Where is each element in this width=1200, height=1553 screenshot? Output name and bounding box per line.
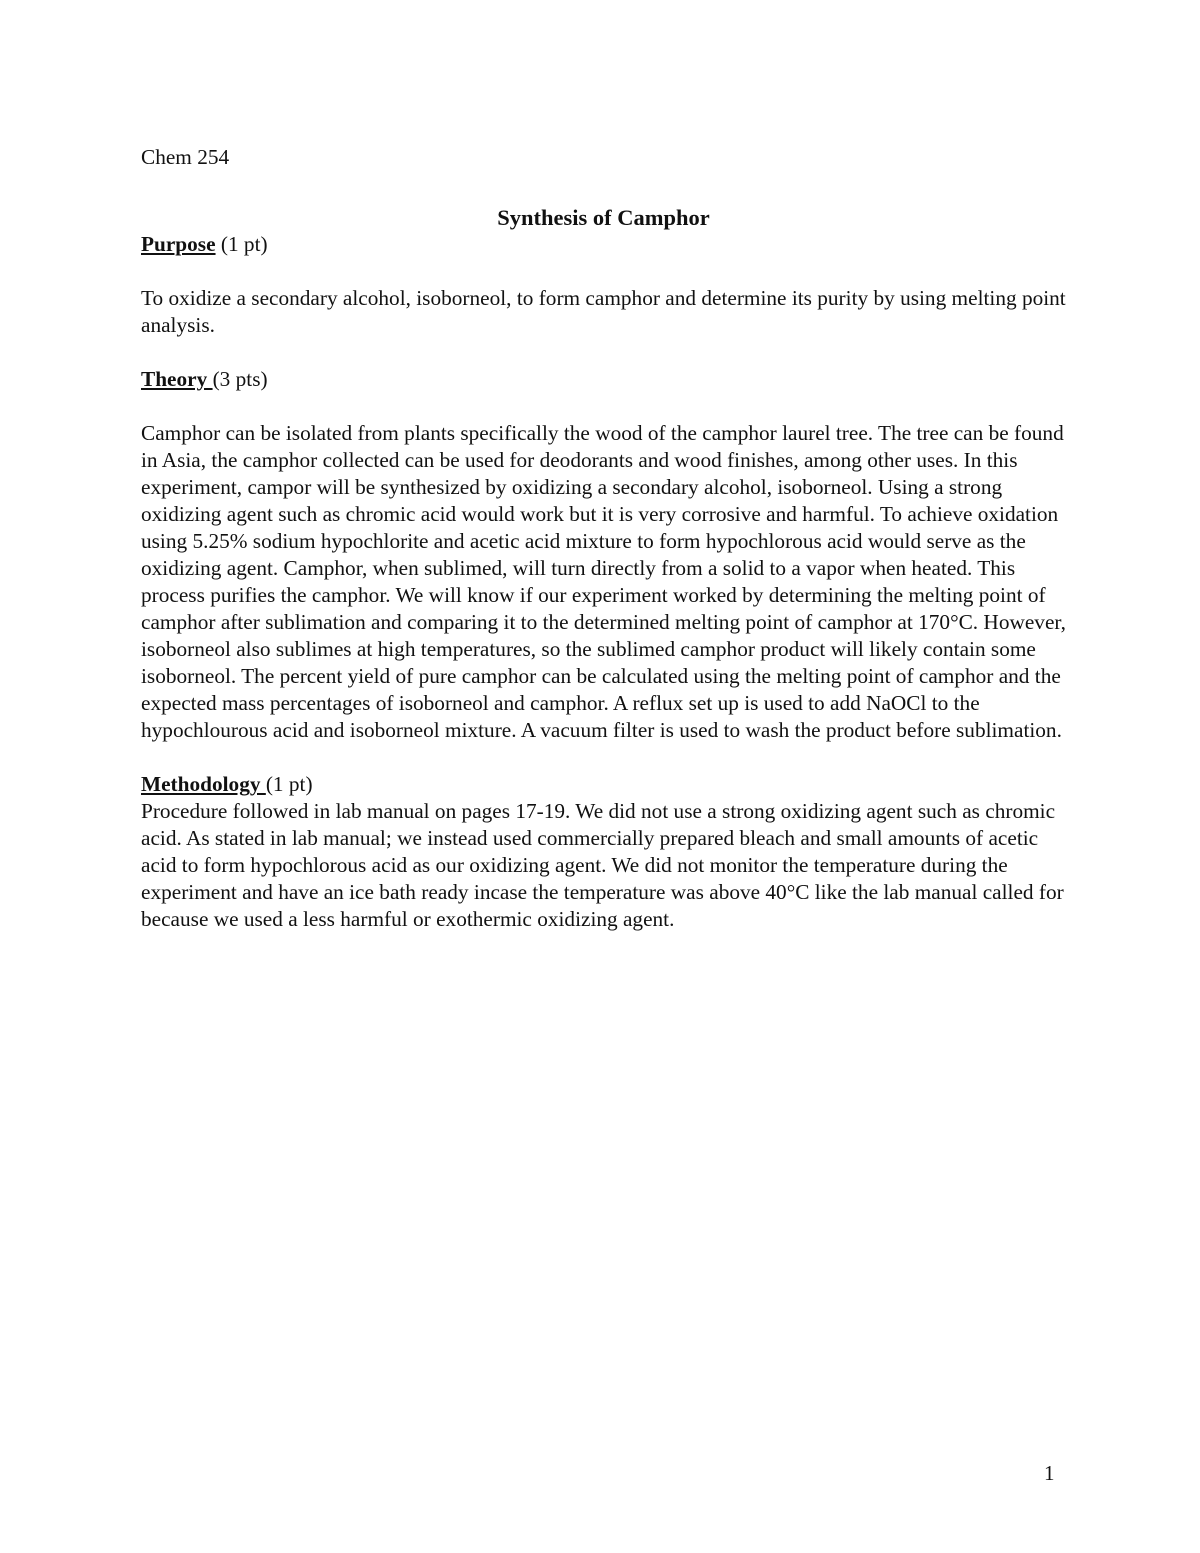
methodology-body: Procedure followed in lab manual on pages 17-19. We did not use a strong oxidizing agent such as chromic acid. As stated in lab manual; we instead used commercially prepared bleach and small amounts of acetic acid to form hypochlorous acid as our oxidizing agent. We did not monitor the temperature during the experiment and have an ice bath ready incase the temperature was above 40°C like the lab manual called for because we used a less harmful or exothermic oxidizing agent.: [141, 799, 1064, 931]
methodology-points: (1 pt): [265, 772, 313, 796]
theory-points: (3 pts): [212, 367, 268, 391]
page-number: 1: [1044, 1461, 1055, 1485]
purpose-points: (1 pt): [215, 232, 268, 256]
purpose-label: Purpose: [141, 232, 216, 256]
theory-body: Camphor can be isolated from plants specifically the wood of the camphor laurel tree. The tree can be found in Asia, the camphor collected can be used for deodorants and wood finishes, among other uses. In this experiment, campor will be synthesized by oxidizing a secondary alcohol, isoborneol. Using a strong oxidizing agent such as chromic acid would work but it is very corrosive and harmful. To achieve oxidation using 5.25% sodium hypochlorite and acetic acid mixture to form hypochlorous acid would serve as the oxidizing agent. Camphor, when sublimed, will turn directly from a solid to a vapor when heated. This process purifies the camphor. We will know if our experiment worked by determining the melting point of camphor after sublimation and comparing it to the determined melting point of camphor at 170°C. However, isoborneol also sublimes at high temperatures, so the sublimed camphor product will likely contain some isoborneol. The percent yield of pure camphor can be calculated using the melting point of camphor and the expected mass percentages of isoborneol and camphor. A reflux set up is used to add NaOCl to the hypochlourous acid and isoborneol mixture. A vacuum filter is used to wash the product before sublimation.: [141, 421, 1066, 742]
theory-label: Theory: [141, 367, 213, 391]
purpose-body: To oxidize a secondary alcohol, isoborneol, to form camphor and determine its purity by using melting point analysis.: [141, 286, 1066, 337]
methodology-heading: [141, 771, 1066, 798]
course-name: Chem 254: [141, 145, 230, 169]
theory-heading: [141, 366, 1066, 393]
purpose-heading: [141, 231, 1066, 258]
document-title: Synthesis of Camphor: [497, 205, 710, 230]
document-body: [141, 144, 1066, 933]
methodology-label: Methodology: [141, 772, 266, 796]
